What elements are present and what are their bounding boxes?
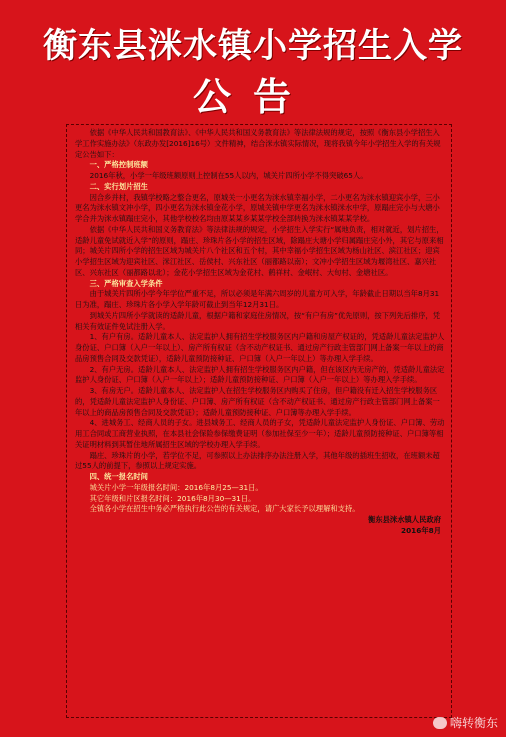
section-4-paragraph: 城关片小学一年级报名时间：2016年8月25—31日。 bbox=[89, 482, 263, 492]
section-3-paragraph: 2、有户无房。适龄儿童本人、法定监护人拥有招生学校服务区内户籍，但在该区内无房产的，凭适龄儿童法定监护人身份证、户口簿（入户一年以上）；适龄儿童预防接种证、户口簿（入户一年以上）等办理入学手续。 bbox=[75, 364, 445, 385]
section-3-paragraph: 蹋庄、珍珠片的小学，若学位不足，可参照以上办法排序办法注册入学，其他年级的插班生招收，在班额未超过55人的前提下，参照以上规定实施。 bbox=[75, 450, 440, 471]
signature: 衡东县洣水镇人民政府 bbox=[368, 515, 441, 524]
section-3-paragraph: 1、有户有房。适龄儿童本人、法定监护人拥有招生学校服务区内户籍和房屋产权证的，凭适龄儿童法定监护人身份证、户口簿（入户一年以上）、房产所有权证（含不动产权证书、通过房产行政主管部门网上备案一年以上的商品房预售合同及交款凭证），适龄儿童预防接种证、户口簿（入户一年以上）等办理入学手续。 bbox=[75, 332, 445, 363]
issue-date: 2016年8月 bbox=[401, 525, 441, 535]
watermark-text: 嗨转衡东 bbox=[449, 716, 498, 730]
section-2-paragraph: 因合乡并村，我镇学校略之整合更名，原城关一小更名为洣水镇幸福小学，二小更名为洣水镇迎宾小学，三小更名为洣水镇文冲小学，四小更名为洣水镇金花小学，原城关镇中学更名为洣水镇洣水中学，原蹋庄完小与大塘小学合并为洣水镇蹋庄完小，其他学校校名均由原某某乡某某学校全部转换为洣水镇某某学校。 bbox=[75, 192, 440, 223]
section-4-paragraph: 全镇各小学在招生中务必严格执行此公告的有关规定，请广大家长予以理解和支持。 bbox=[89, 504, 360, 514]
section-3-paragraph: 3、有房无户。适龄儿童本人、法定监护人在招生学校服务区内购买了住房，但户籍没有迁入招生学校服务区的，凭适龄儿童法定监护人身份证、户口簿、房产所有权证（含不动产权证书、通过房产行政主管部门网上备案一年以上的商品房预售合同及交款凭证）；适龄儿童预防接种证、户口簿等办理入学手续。 bbox=[75, 386, 440, 417]
section-2-paragraph: 依据《中华人民共和国义务教育法》等法律法规的规定，小学招生入学实行“属地负责，相对就近，划片招生，适龄儿童免试就近入学”的原则，蹋庄、珍珠片各小学的招生区域，除蹋庄大塘小学归属蹋庄完小外，其它与原来相同；城关片四所小学的招生区域为城关片八个社区和五个村，其中幸福小学招生区域为杨山社区、滨江社区；迎宾小学招生区域为迎宾社区、洣江社区、岳侯村、兴东社区（丽都路以南）；文冲小学招生区域为堰湾社区、嘉兴社区、兴东社区（丽都路以北）；金花小学招生区域为金花村、鹤祥村、金岷村、大旬村、金塘社区。 bbox=[75, 224, 444, 277]
watermark bbox=[433, 714, 498, 731]
section-3-paragraph: 到城关片四所小学就读的适龄儿童，根据户籍和家庭住房情况，按“有户有房”优先原则，按下列先后排序，凭相关有效证件免试注册入学。 bbox=[75, 310, 441, 331]
section-3-paragraph: 4、进城务工、经商人员的子女。进县城务工、经商人员的子女，凭适龄儿童法定监护人身份证、户口簿、劳动用工合同或工商营业执照，在本县社会保险参保缴费证明（参加社保至少一年）；适龄儿童预防接种证、户口簿等相关证明材料到其暂住地所属招生区域的学校办理入学手续。 bbox=[75, 418, 445, 449]
section-4-heading: 四、统一报名时间 bbox=[89, 472, 148, 481]
notice-subtitle: 公告 bbox=[192, 75, 313, 119]
section-1-heading: 一、严格控制班额 bbox=[89, 160, 148, 170]
section-3-heading: 三、严格审查入学条件 bbox=[89, 278, 163, 288]
section-2-heading: 二、实行划片招生 bbox=[89, 181, 148, 191]
wechat-icon bbox=[433, 717, 447, 729]
section-1-paragraph: 2016年秋，小学一年级班额原则上控制在55人以内，城关片四所小学不得突破65人。 bbox=[89, 171, 368, 180]
section-4-paragraph: 其它年级和片区报名时间：2016年8月30—31日。 bbox=[89, 493, 256, 503]
intro-paragraph: 依据《中华人民共和国教育法》、《中华人民共和国义务教育法》等法律法规的规定，按照《衡东县小学招生入学工作实施办法》（东政办发[2016]16号）文件精神，结合洣水镇实际情况，现将我镇今年小学招生入学的有关规定公告如下： bbox=[75, 128, 441, 159]
notice-title: 衡东县洣水镇小学招生入学 bbox=[43, 26, 463, 66]
notice-body bbox=[66, 124, 452, 718]
section-3-paragraph: 由于城关片四所小学今年学位严重不足，所以必须是年满六周岁的儿童方可入学，年龄截止日期以当年8月31日为准，蹋庄、珍珠片各小学入学年龄可截止到当年12月31日。 bbox=[75, 289, 440, 309]
